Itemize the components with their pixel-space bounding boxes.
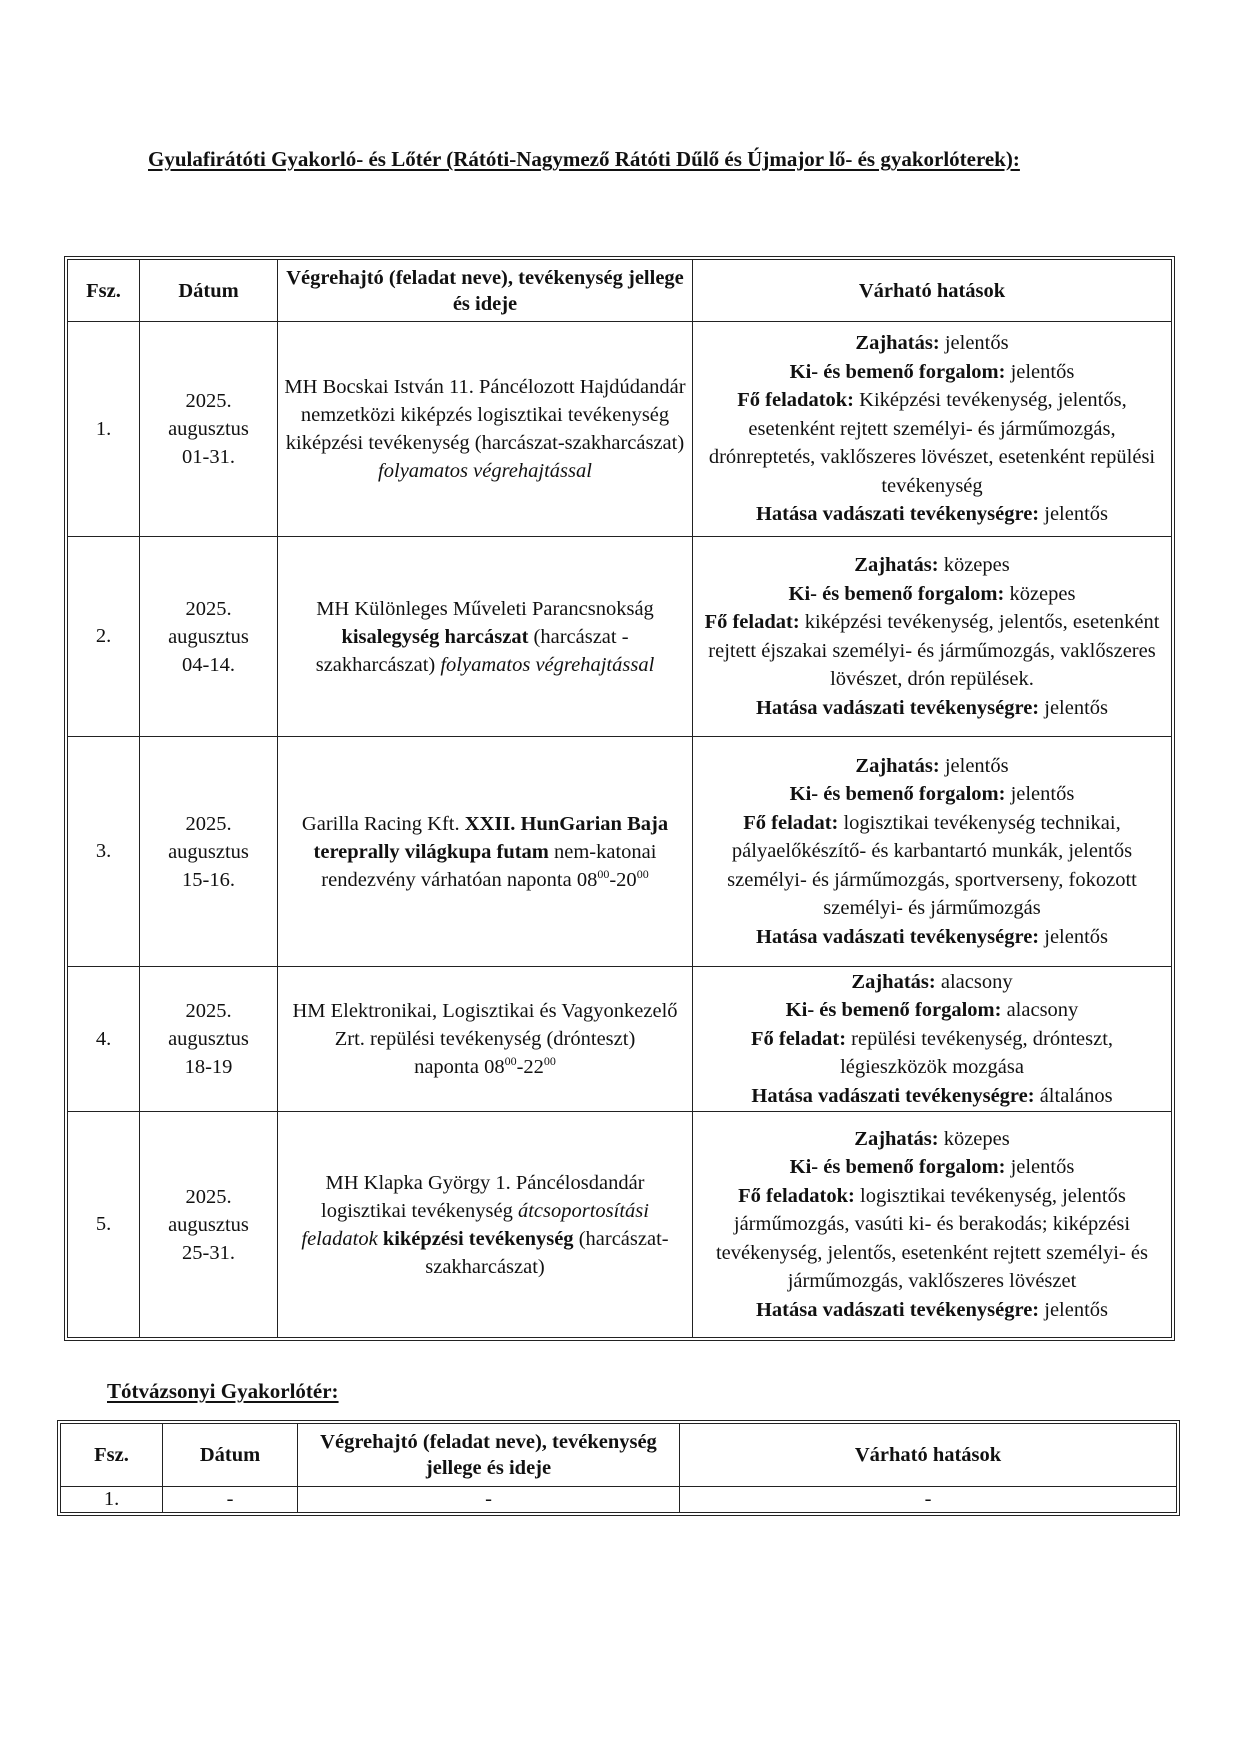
row-task: - (298, 1487, 680, 1513)
row-effects: - (680, 1487, 1177, 1513)
table-row (68, 537, 1172, 737)
row-date: 2025. augusztus 15-16. (140, 737, 278, 967)
row-effects: Zajhatás: alacsony Ki- és bemenő forgalom: alacsony Fő feladat: repülési tevékenység, drónteszt, légieszközök mozgása Hatása vadászati tevékenységre: általános (693, 967, 1172, 1112)
row-date: 2025. augusztus 04-14. (140, 537, 278, 737)
row-date: 2025. augusztus 25-31. (140, 1112, 278, 1338)
header-num: Fsz. (61, 1424, 163, 1487)
row-number: 3. (68, 737, 140, 967)
header-date: Dátum (163, 1424, 298, 1487)
section-title-gyulafiratot: Gyulafirátóti Gyakorló- és Lőtér (Rátóti-Nagymező Rátóti Dűlő és Újmajor lő- és gyakorlóterek): (148, 147, 1020, 171)
header-task: Végrehajtó (feladat neve), tevékenység jellege és ideje (298, 1424, 680, 1487)
table-row (68, 737, 1172, 967)
row-number: 1. (68, 322, 140, 537)
row-task: Garilla Racing Kft. XXII. HunGarian Baja tereprally világkupa futam nem-katonai rendezvény várhatóan naponta $08^{00}-20^{00}$ (278, 737, 693, 967)
row-effects: Zajhatás: közepes Ki- és bemenő forgalom: közepes Fő feladat: kiképzési tevékenység, jelentős, esetenként rejtett éjszakai személyi- és járműmozgás, vaklőszeres lövészet, drón repülések. Hatása vadászati tevékenységre: jelentős (693, 537, 1172, 737)
row-effects: Zajhatás: jelentős Ki- és bemenő forgalom: jelentős Fő feladatok: Kiképzési tevékenység, jelentős, esetenként rejtett személyi- és járműmozgás, drónreptetés, vaklőszeres lövészet, esetenként repülési tevékenység Hatása vadászati tevékenységre: jelentős (693, 322, 1172, 537)
row-task: MH Bocskai István 11. Páncélozott Hajdúdandár nemzetközi kiképzés logisztikai tevékenység kiképzési tevékenység (harcászat-szakharcászat) folyamatos végrehajtással (278, 322, 693, 537)
row-task: HM Elektronikai, Logisztikai és Vagyonkezelő Zrt. repülési tevékenység (drónteszt) naponta $08^{00}-22^{00}$ (278, 967, 693, 1112)
header-effects: Várható hatások (680, 1424, 1177, 1487)
header-task: Végrehajtó (feladat neve), tevékenység jellege és ideje (278, 260, 693, 322)
header-effects: Várható hatások (693, 260, 1172, 322)
row-date: 2025. augusztus 01-31. (140, 322, 278, 537)
table-row (68, 967, 1172, 1112)
exercise-table-totvazsony (60, 1423, 1177, 1513)
row-task: MH Klapka György 1. Páncélosdandár logisztikai tevékenység átcsoportosítási feladatok kiképzési tevékenység (harcászat-szakharcászat) (278, 1112, 693, 1338)
exercise-table-gyulafiratot (67, 259, 1172, 1338)
row-date: - (163, 1487, 298, 1513)
row-effects: Zajhatás: közepes Ki- és bemenő forgalom: jelentős Fő feladatok: logisztikai tevékenység, jelentős járműmozgás, vasúti ki- és berakodás; kiképzési tevékenység, jelentős, esetenként rejtett személyi- és járműmozgás, vaklőszeres lövészet Hatása vadászati tevékenységre: jelentős (693, 1112, 1172, 1338)
row-number: 1. (61, 1487, 163, 1513)
table-row (68, 1112, 1172, 1338)
row-number: 2. (68, 537, 140, 737)
row-effects: Zajhatás: jelentős Ki- és bemenő forgalom: jelentős Fő feladat: logisztikai tevékenység technikai, pályaelőkészítő- és karbantartó munkák, jelentős személyi- és járműmozgás, sportverseny, fokozott személyi- és járműmozgás Hatása vadászati tevékenységre: jelentős (693, 737, 1172, 967)
table-row (61, 1487, 1177, 1513)
table-header-row (68, 260, 1172, 322)
header-date: Dátum (140, 260, 278, 322)
row-task: MH Különleges Műveleti Parancsnokság kisalegység harcászat (harcászat - szakharcászat) folyamatos végrehajtással (278, 537, 693, 737)
row-number: 4. (68, 967, 140, 1112)
row-number: 5. (68, 1112, 140, 1338)
section-title-totvazsony: Tótvázsonyi Gyakorlótér: (107, 1379, 339, 1403)
table-row (68, 322, 1172, 537)
header-num: Fsz. (68, 260, 140, 322)
row-date: 2025. augusztus 18-19 (140, 967, 278, 1112)
table-header-row (61, 1424, 1177, 1487)
